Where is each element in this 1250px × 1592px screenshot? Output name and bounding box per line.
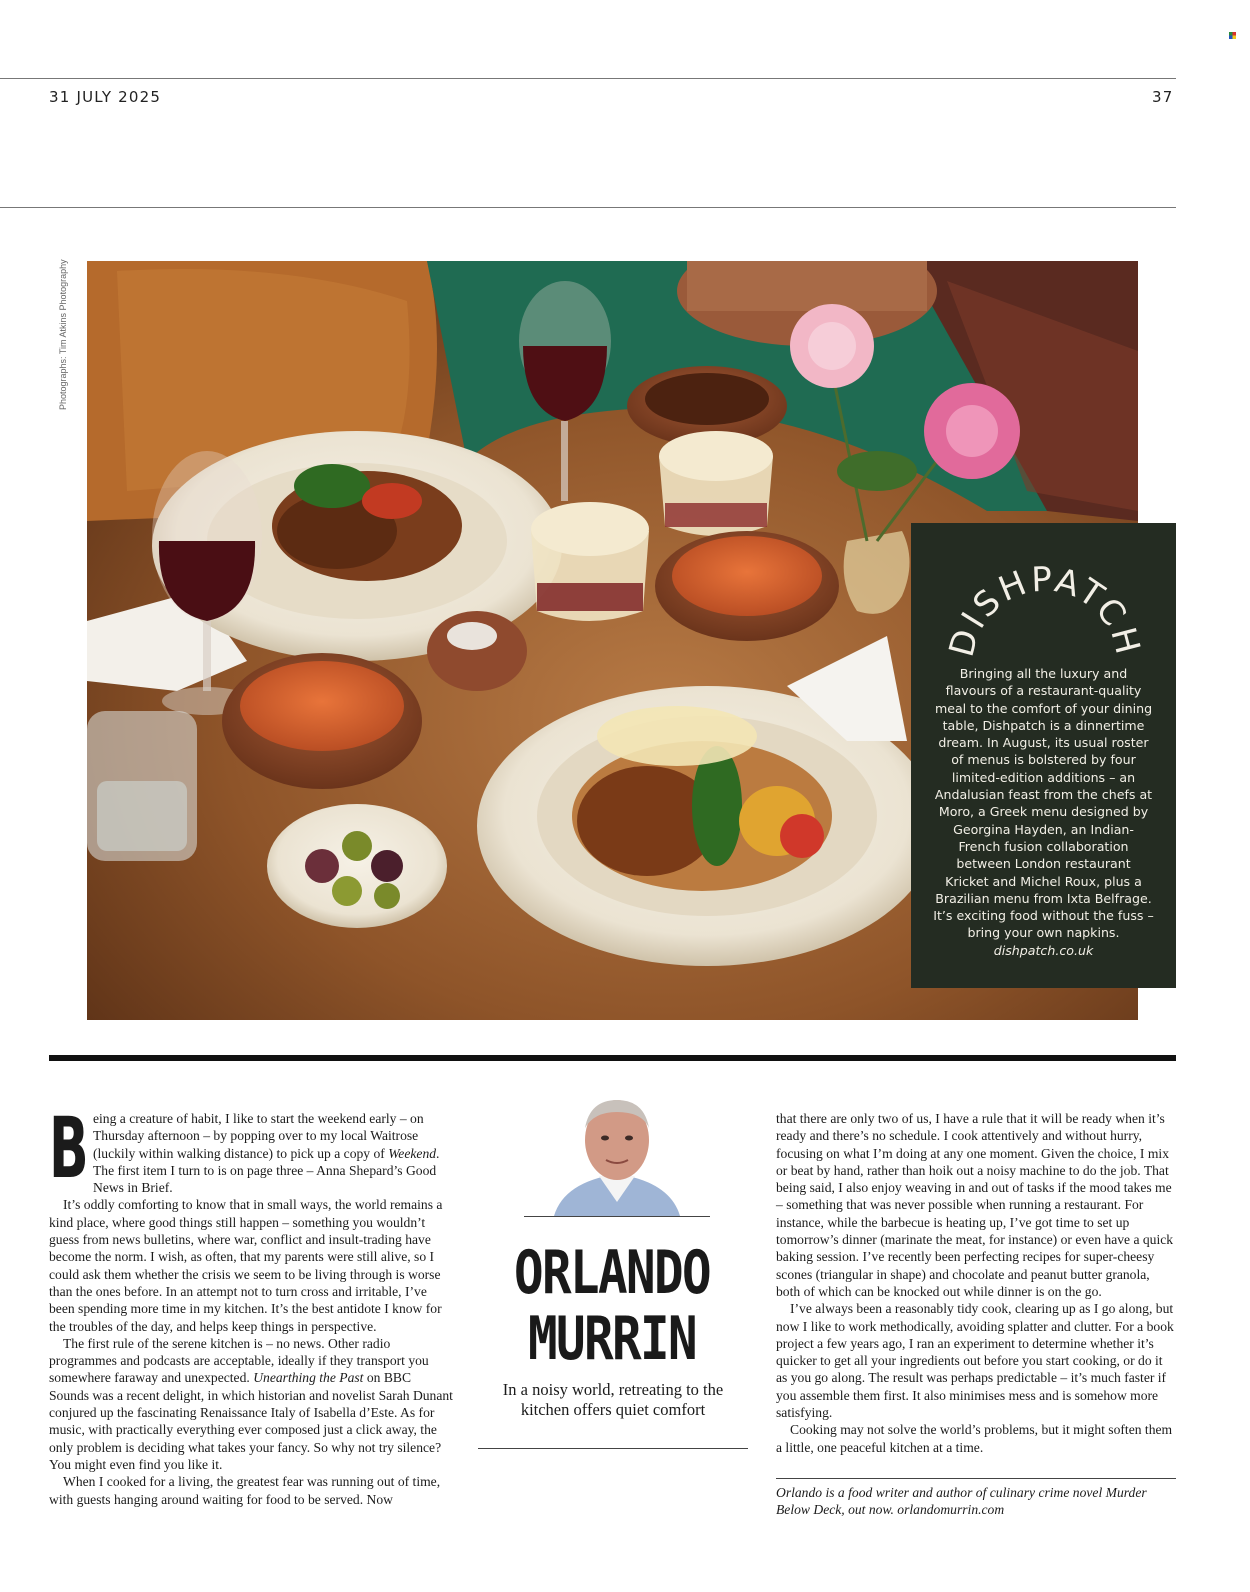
- article-column-3: [776, 1110, 1176, 1456]
- byline-last-name: MURRIN: [528, 1304, 696, 1374]
- standfirst-rule: [478, 1448, 748, 1449]
- author-byline: [501, 1240, 722, 1372]
- svg-text:DISHPATCH: DISHPATCH: [941, 559, 1149, 661]
- podcast-title: Unearthing the Past: [253, 1370, 364, 1386]
- byline-first-name: ORLANDO: [514, 1238, 710, 1308]
- page-number: 37: [1152, 88, 1174, 106]
- print-registration-mark: [1229, 32, 1236, 39]
- author-bio: Orlando is a food writer and author of culinary crime novel Murder Below Deck, out now. orlandomurrin.com: [776, 1485, 1147, 1518]
- dishpatch-url[interactable]: dishpatch.co.uk: [993, 942, 1094, 958]
- section-divider: [49, 1055, 1176, 1061]
- dishpatch-sidebar: [911, 523, 1176, 988]
- paragraph-5: that there are only two of us, I have a rule that it will be ready when it’s ready and there’s no schedule. I cook attentively and without hurry, focusing on what I’m doing at any one moment. Given the choice, I mix or beat by hand, rather than hoik out a noisy machine to do the job. That being said, I also enjoy weaving in and out of tasks if the mood takes me – something that was never possible when running a restaurant. For instance, while the barbecue is heating up, I’ve got time to set up tomorrow’s dinner (marinate the meat, for instance) or even have a quick baking session. I’ve recently been perfecting recipes for super-cheesy scones (triangular in shape) and chocolate and peanut butter granola, both of which can be knocked out while dinner is on the go.: [776, 1111, 1174, 1299]
- portrait-rule: [524, 1216, 710, 1217]
- blurb-text: Bringing all the luxury and flavours of a restaurant-quality meal to the comfort of your dining table, Dishpatch is a dinnertime dream. In August, its usual roster of menus is bolstered by four limited-edition additions – an Andalusian feast from the chefs at Moro, a Greek menu designed by Georgina Hayden, an Indian-French fusion collaboration between London restaurant Kricket and Michel Roux, plus a Brazilian menu from Ixta Belfrage. It’s exciting food without the fuss – bring your own napkins.: [933, 666, 1154, 941]
- paragraph-4: When I cooked for a living, the greatest fear was running out of time, with guests hanging around waiting for food to be served. Now: [49, 1474, 441, 1507]
- drop-cap: B: [49, 1099, 89, 1197]
- paragraph-3: The first rule of the serene kitchen is – no news. Other radio programmes and podcasts are acceptable, ideally if they transport you somewhere faraway and unexpected. Unearthing the Past on BBC Sounds was a recent delight, in which historian and novelist Sarah Dunant conjured up the fascinating Renaissance Italy of Isabella d’Este. As for music, with practically everything ever composed just a click away, the only problem is deciding what takes your fancy. So why not try silence? You might even find you like it.: [49, 1335, 453, 1472]
- header-bottom-rule: [0, 207, 1176, 208]
- bio-rule: [776, 1478, 1176, 1479]
- paragraph-2: It’s oddly comforting to know that in small ways, the world remains a kind place, where good things still happen – something you wouldn’t guess from news bulletins, where war, conflict and insult-trading have become the norm. I wish, as often, that my parents were still alive, so I could ask them whether the crisis we seem to be living through is worse than the ones before. In an attempt not to turn cross and irritable, I’ve been spending more time in my kitchen. It’s the best antidote I know for the troubles of the day, and helps keep things in perspective.: [49, 1197, 443, 1334]
- author-portrait: [524, 1092, 710, 1216]
- dishpatch-logo: [911, 541, 1176, 671]
- standfirst: In a noisy world, retreating to the kitchen offers quiet comfort: [502, 1380, 724, 1419]
- paragraph-1: Being a creature of habit, I like to start the weekend early – on Thursday afternoon – by popping over to my local Waitrose (luckily within walking distance) to pick up a copy of Weekend. The first item I turn to is on page three – Anna Shepard’s Good News in Brief.: [49, 1099, 440, 1197]
- paragraph-6: I’ve always been a reasonably tidy cook, clearing up as I go along, but now I like to work methodically, avoiding splatter and clutter. For a book project a few years ago, I ran an experiment to determine whether it’s quicker to get all your ingredients out before you start cooking, or do it as you go along. The result was perhaps predictable – it’s much faster if you assemble them first. It also minimises mess and is somehow more satisfying.: [776, 1301, 1174, 1421]
- top-rule: [0, 78, 1176, 79]
- photo-credit: Photographs: Tim Atkins Photography: [58, 259, 68, 410]
- paragraph-7: Cooking may not solve the world’s problems, but it might soften them a little, one peaceful kitchen at a time.: [776, 1422, 1173, 1455]
- article-column-1: [49, 1099, 453, 1508]
- issue-date: 31 JULY 2025: [49, 88, 162, 106]
- magazine-title: Weekend: [388, 1145, 437, 1161]
- dishpatch-blurb: [933, 665, 1154, 959]
